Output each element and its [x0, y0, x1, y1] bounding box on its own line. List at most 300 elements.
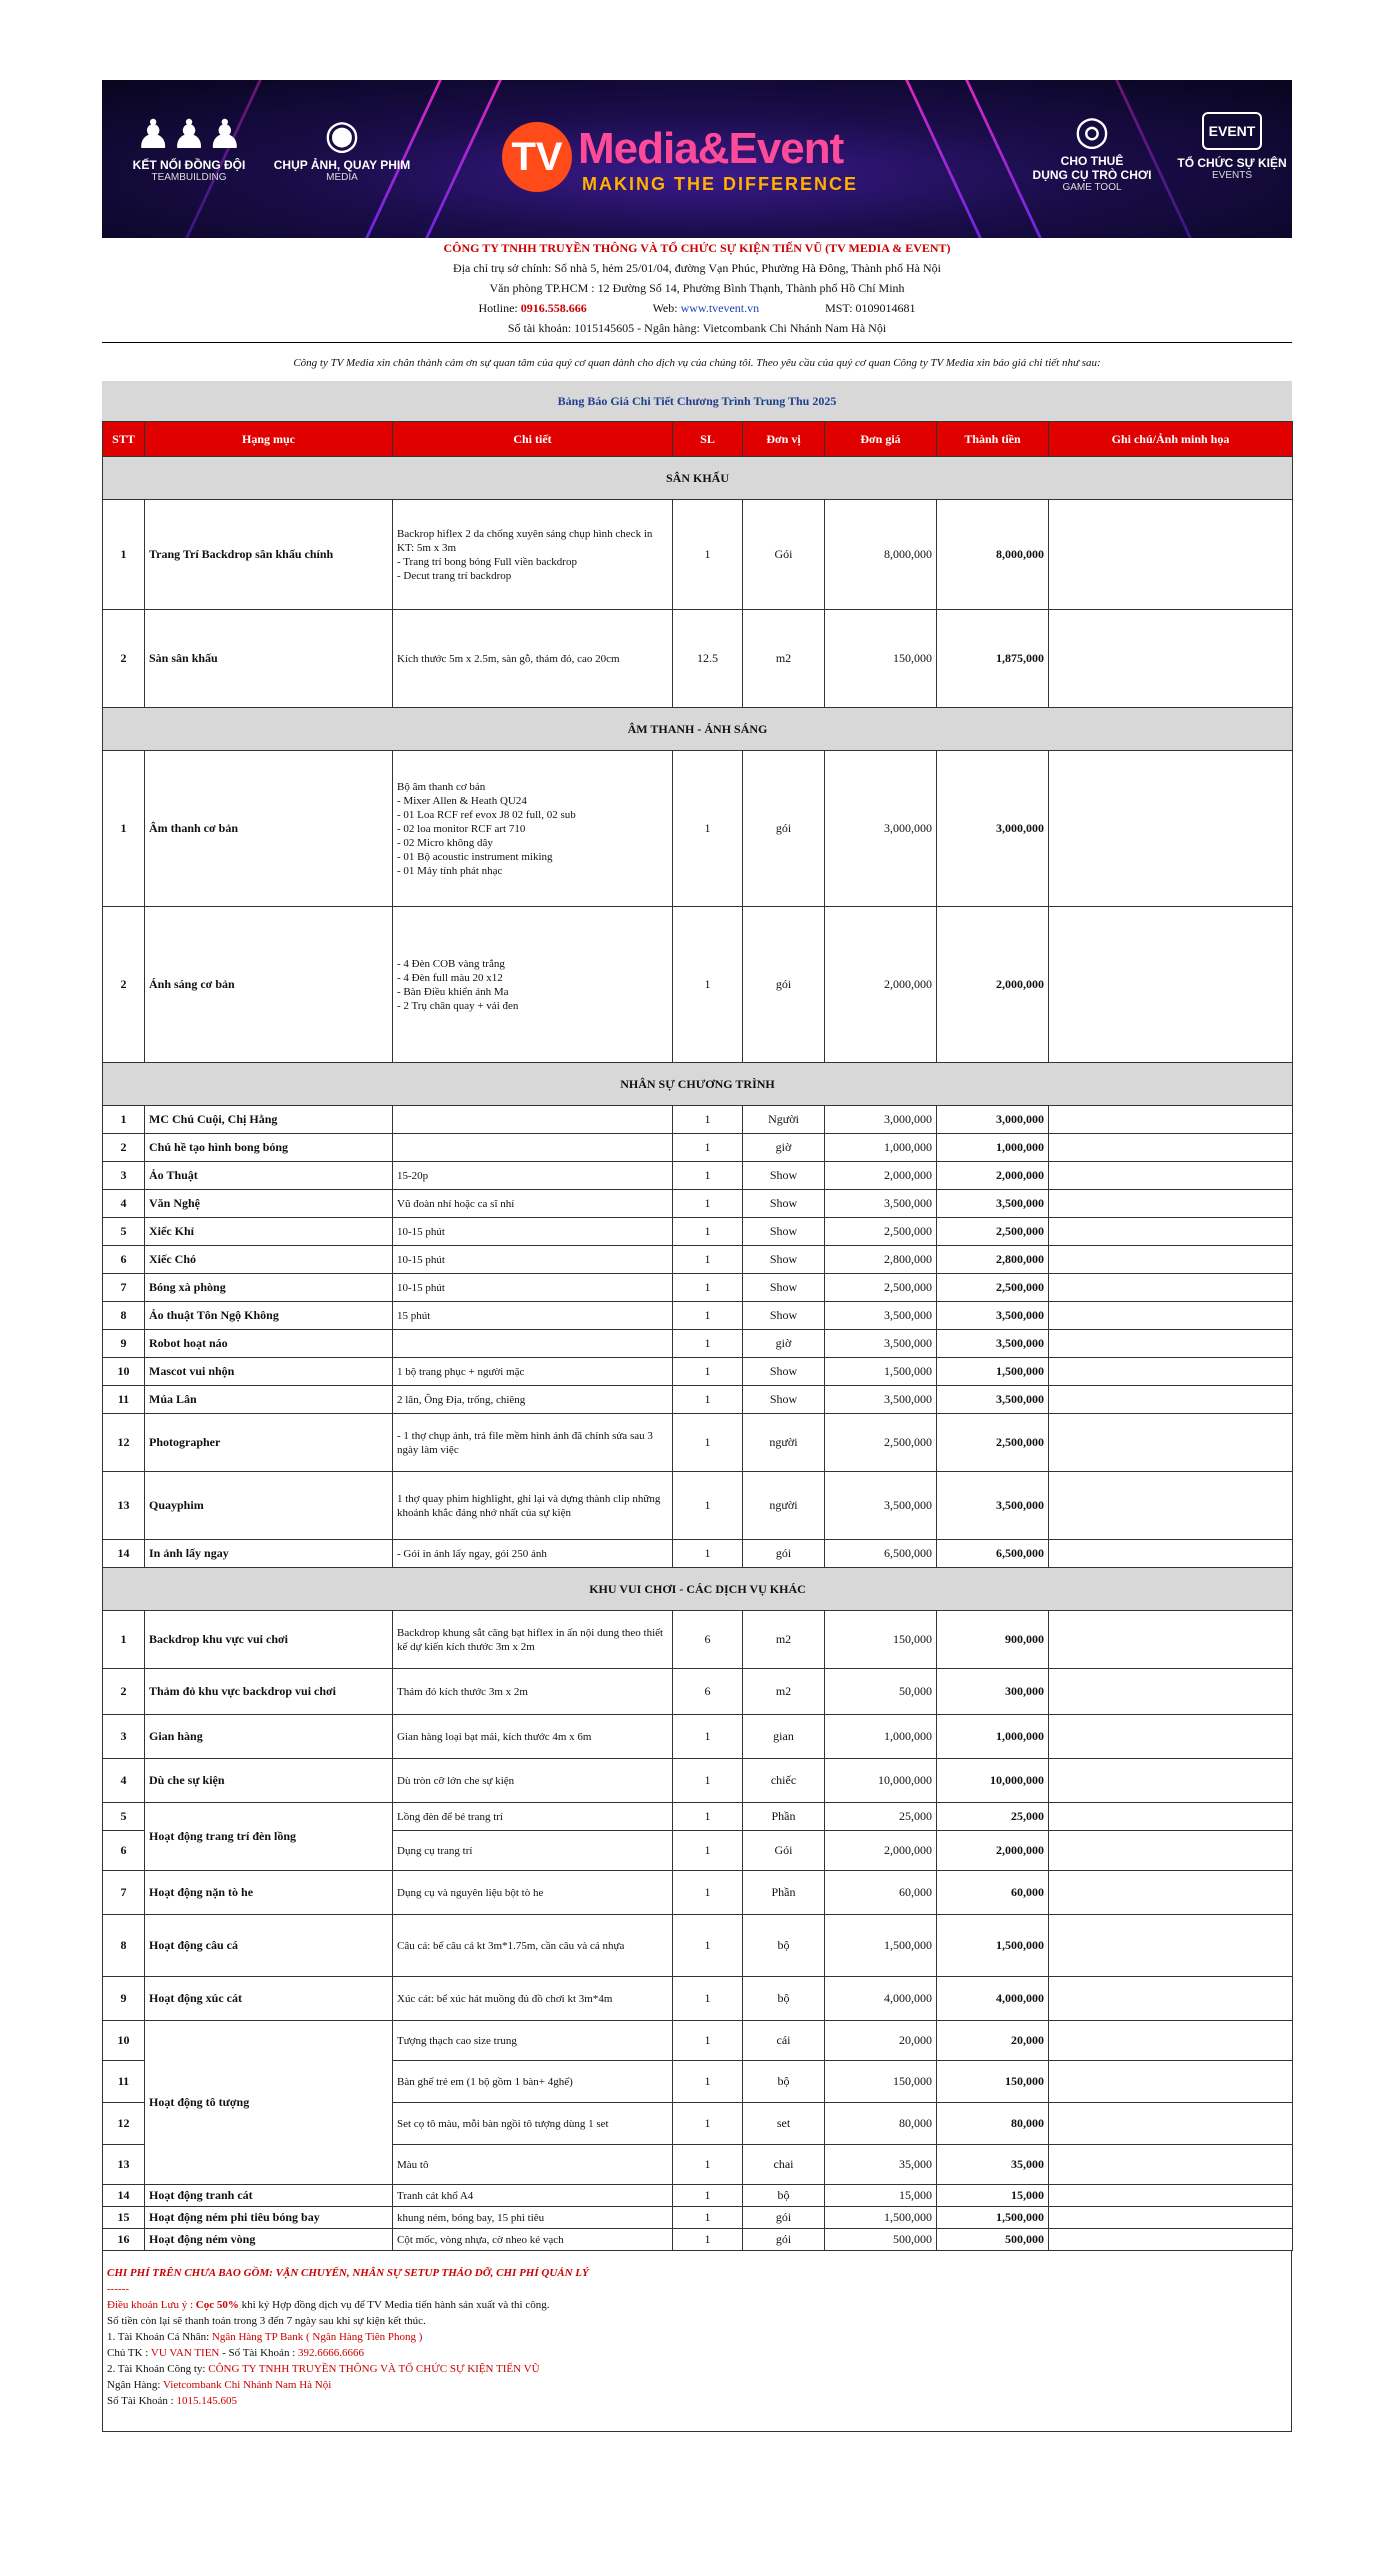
- table-row: [103, 1414, 1293, 1472]
- table-header-row: [103, 422, 1293, 457]
- row-detail: [393, 1134, 673, 1162]
- row-item: Văn Nghệ: [145, 1190, 393, 1218]
- header-banner: [102, 80, 1292, 238]
- row-total: 150,000: [937, 2061, 1049, 2103]
- row-price: 2,500,000: [825, 1218, 937, 1246]
- row-detail: Xúc cát: bể xúc hát muồng đủ đồ chơi kt 3m*4m: [393, 1977, 673, 2021]
- section-title: KHU VUI CHƠI - CÁC DỊCH VỤ KHÁC: [103, 1568, 1293, 1611]
- row-qty: 1: [673, 1915, 743, 1977]
- row-item: Xiếc Chó: [145, 1246, 393, 1274]
- row-note: [1049, 2145, 1293, 2185]
- table-row: [103, 1759, 1293, 1803]
- row-unit: Show: [743, 1274, 825, 1302]
- row-unit: Show: [743, 1218, 825, 1246]
- row-detail: Dụng cụ trang trí: [393, 1831, 673, 1871]
- table-row: [103, 751, 1293, 907]
- row-price: 3,000,000: [825, 751, 937, 907]
- row-stt: 14: [103, 1540, 145, 1568]
- table-row: [103, 2185, 1293, 2207]
- row-item: Trang Trí Backdrop sân khấu chính: [145, 500, 393, 610]
- row-unit: Show: [743, 1162, 825, 1190]
- section-title: ÂM THANH - ÁNH SÁNG: [103, 708, 1293, 751]
- row-price: 2,500,000: [825, 1274, 937, 1302]
- row-detail: 15 phút: [393, 1302, 673, 1330]
- row-note: [1049, 1831, 1293, 1871]
- table-row: [103, 1472, 1293, 1540]
- row-note: [1049, 2229, 1293, 2251]
- row-stt: 2: [103, 1134, 145, 1162]
- contact-line: Hotline: 0916.558.666 Web: www.tvevent.vn MST: 0109014681: [478, 301, 916, 315]
- website-link[interactable]: www.tvevent.vn: [680, 301, 760, 315]
- exclusion-note: CHI PHÍ TRÊN CHƯA BAO GỒM: VẬN CHUYỂN, NHÂN SỰ SETUP THÁO DỠ, CHI PHÍ QUẢN LÝ: [107, 2267, 589, 2279]
- row-stt: 3: [103, 1715, 145, 1759]
- row-detail: Màu tô: [393, 2145, 673, 2185]
- table-row: [103, 1803, 1293, 1831]
- row-total: 900,000: [937, 1611, 1049, 1669]
- row-total: 15,000: [937, 2185, 1049, 2207]
- table-row: [103, 1106, 1293, 1134]
- row-price: 150,000: [825, 1611, 937, 1669]
- row-note: [1049, 907, 1293, 1063]
- deposit-term: Điều khoản Lưu ý : Cọc 50% khi ký Hợp đồng dịch vụ để TV Media tiến hành sản xuất và thi công.: [107, 2299, 550, 2311]
- row-qty: 1: [673, 1358, 743, 1386]
- row-total: 3,500,000: [937, 1190, 1049, 1218]
- row-stt: 1: [103, 751, 145, 907]
- section-row: [103, 1568, 1293, 1611]
- hotline-link[interactable]: 0916.558.666: [520, 301, 587, 315]
- table-row: [103, 1386, 1293, 1414]
- hq-address: Địa chỉ trụ sở chính: Số nhà 5, hẻm 25/01/04, đường Vạn Phúc, Phường Hà Đông, Thành phố Hà Nội: [453, 261, 941, 275]
- row-detail: Dụng cụ và nguyên liệu bột tò he: [393, 1871, 673, 1915]
- row-stt: 7: [103, 1871, 145, 1915]
- row-qty: 1: [673, 1831, 743, 1871]
- row-unit: giờ: [743, 1330, 825, 1358]
- table-row: [103, 1134, 1293, 1162]
- row-price: 15,000: [825, 2185, 937, 2207]
- row-stt: 2: [103, 610, 145, 708]
- row-qty: 1: [673, 2145, 743, 2185]
- row-stt: 1: [103, 500, 145, 610]
- row-note: [1049, 500, 1293, 610]
- row-unit: set: [743, 2103, 825, 2145]
- row-note: [1049, 1915, 1293, 1977]
- row-total: 3,500,000: [937, 1386, 1049, 1414]
- company-account-number: Số Tài Khoản : 1015.145.605: [107, 2395, 237, 2407]
- row-note: [1049, 1871, 1293, 1915]
- row-detail: 1 bộ trang phục + người mặc: [393, 1358, 673, 1386]
- row-item: Hoạt động nặn tò he: [145, 1871, 393, 1915]
- col-qty: SL: [673, 422, 743, 457]
- row-price: 3,500,000: [825, 1330, 937, 1358]
- event-icon: EVENT: [1202, 112, 1262, 150]
- intro-text: Công ty TV Media xin chân thành cảm ơn sự quan tâm của quý cơ quan dành cho dịch vụ của chúng tôi. Theo yêu cầu của quý cơ quan Công ty TV Media xin báo giá chi tiết như sau:: [293, 357, 1101, 369]
- media-badge: ◉ CHỤP ẢNH, QUAY PHIM MEDIA: [267, 112, 417, 183]
- row-total: 6,500,000: [937, 1540, 1049, 1568]
- row-total: 300,000: [937, 1669, 1049, 1715]
- quotation-page: [102, 80, 1292, 2432]
- row-qty: 1: [673, 1246, 743, 1274]
- row-note: [1049, 1540, 1293, 1568]
- row-detail: Gian hàng loại bạt mái, kích thước 4m x 6m: [393, 1715, 673, 1759]
- col-price: Đơn giá: [825, 422, 937, 457]
- row-note: [1049, 751, 1293, 907]
- row-stt: 10: [103, 1358, 145, 1386]
- row-item: In ảnh lấy ngay: [145, 1540, 393, 1568]
- terms-notes: CHI PHÍ TRÊN CHƯA BAO GỒM: VẬN CHUYỂN, NHÂN SỰ SETUP THÁO DỠ, CHI PHÍ QUẢN LÝ ------ Điều khoản Lưu ý : Cọc 50% khi ký Hợp đồng dịch vụ để TV Media tiến hành sản xuất và thi công. Số tiền còn lại sẽ thanh toán trong 3 đến 7 ngày sau khi sự kiện kết thúc. 1. Tài Khoản Cá Nhân: Ngân Hàng TP Bank ( Ngân Hàng Tiên Phong ) Chủ TK : VU VAN TIEN - Số Tài Khoản : 392.6666.6666 2. Tài Khoản Công ty: CÔNG TY TNHH TRUYỀN THÔNG VÀ TỔ CHỨC SỰ KIỆN TIẾN VŨ Ngân Hàng: Vietcombank Chi Nhánh Nam Hà Nội Số Tài Khoản : 1015.145.605: [102, 2251, 1292, 2432]
- row-unit: giờ: [743, 1134, 825, 1162]
- table-row: [103, 1611, 1293, 1669]
- media-event-logo: TV Media&Event MAKING THE DIFFERENCE: [502, 122, 922, 202]
- row-note: [1049, 610, 1293, 708]
- company-bank: Ngân Hàng: Vietcombank Chi Nhánh Nam Hà Nội: [107, 2379, 332, 2391]
- row-unit: m2: [743, 1669, 825, 1715]
- row-qty: 1: [673, 1715, 743, 1759]
- row-detail: - 1 thợ chụp ảnh, trả file mềm hình ảnh đã chỉnh sửa sau 3 ngày làm việc: [393, 1414, 673, 1472]
- row-price: 1,500,000: [825, 1358, 937, 1386]
- row-unit: bộ: [743, 2185, 825, 2207]
- row-detail: khung ném, bóng bay, 15 phi tiêu: [393, 2207, 673, 2229]
- row-detail: Cột mốc, vòng nhựa, cờ nheo kẻ vạch: [393, 2229, 673, 2251]
- row-total: 3,000,000: [937, 751, 1049, 907]
- row-note: [1049, 1715, 1293, 1759]
- row-note: [1049, 1218, 1293, 1246]
- row-qty: 1: [673, 1162, 743, 1190]
- row-stt: 1: [103, 1106, 145, 1134]
- row-stt: 9: [103, 1977, 145, 2021]
- row-total: 1,000,000: [937, 1134, 1049, 1162]
- row-detail: [393, 1106, 673, 1134]
- row-stt: 9: [103, 1330, 145, 1358]
- row-price: 3,500,000: [825, 1302, 937, 1330]
- row-item: Xiếc Khỉ: [145, 1218, 393, 1246]
- row-total: 35,000: [937, 2145, 1049, 2185]
- row-item: Ảo Thuật: [145, 1162, 393, 1190]
- table-row: [103, 1915, 1293, 1977]
- col-total: Thành tiền: [937, 422, 1049, 457]
- row-unit: gian: [743, 1715, 825, 1759]
- row-detail: Thảm đỏ kích thước 3m x 2m: [393, 1669, 673, 1715]
- row-qty: 1: [673, 1472, 743, 1540]
- row-unit: Phần: [743, 1871, 825, 1915]
- row-total: 1,500,000: [937, 1358, 1049, 1386]
- row-price: 6,500,000: [825, 1540, 937, 1568]
- row-total: 1,500,000: [937, 1915, 1049, 1977]
- row-total: 4,000,000: [937, 1977, 1049, 2021]
- row-item: Hoạt động tô tượng: [145, 2021, 393, 2185]
- row-qty: 1: [673, 2061, 743, 2103]
- row-qty: 1: [673, 1540, 743, 1568]
- col-stt: STT: [103, 422, 145, 457]
- row-note: [1049, 1162, 1293, 1190]
- row-qty: 1: [673, 1414, 743, 1472]
- row-item: Bóng xà phòng: [145, 1274, 393, 1302]
- row-note: [1049, 1274, 1293, 1302]
- row-note: [1049, 1759, 1293, 1803]
- section-row: [103, 1063, 1293, 1106]
- row-detail: Vũ đoàn nhí hoặc ca sĩ nhí: [393, 1190, 673, 1218]
- row-note: [1049, 1246, 1293, 1274]
- table-row: [103, 1871, 1293, 1915]
- personal-account-owner: Chủ TK : VU VAN TIEN - Số Tài Khoản : 392.6666.6666: [107, 2347, 364, 2359]
- row-note: [1049, 1302, 1293, 1330]
- row-unit: bộ: [743, 1977, 825, 2021]
- row-note: [1049, 2061, 1293, 2103]
- company-info: [102, 238, 1292, 338]
- row-note: [1049, 2207, 1293, 2229]
- row-note: [1049, 1134, 1293, 1162]
- row-stt: 8: [103, 1302, 145, 1330]
- row-note: [1049, 2103, 1293, 2145]
- row-price: 3,500,000: [825, 1386, 937, 1414]
- row-note: [1049, 1386, 1293, 1414]
- row-note: [1049, 1803, 1293, 1831]
- row-unit: bộ: [743, 2061, 825, 2103]
- table-row: [103, 1330, 1293, 1358]
- row-stt: 10: [103, 2021, 145, 2061]
- row-total: 2,500,000: [937, 1274, 1049, 1302]
- table-row: [103, 1302, 1293, 1330]
- col-detail: Chi tiết: [393, 422, 673, 457]
- row-unit: m2: [743, 1611, 825, 1669]
- row-total: 2,000,000: [937, 1831, 1049, 1871]
- row-qty: 6: [673, 1611, 743, 1669]
- row-unit: người: [743, 1414, 825, 1472]
- row-detail: Tượng thạch cao size trung: [393, 2021, 673, 2061]
- row-price: 2,500,000: [825, 1414, 937, 1472]
- col-note: Ghi chú/Ảnh minh họa: [1049, 422, 1293, 457]
- row-unit: cái: [743, 2021, 825, 2061]
- row-price: 3,500,000: [825, 1190, 937, 1218]
- row-detail: 10-15 phút: [393, 1274, 673, 1302]
- row-detail: Câu cá: bể câu cá kt 3m*1.75m, cần câu và cá nhựa: [393, 1915, 673, 1977]
- row-price: 8,000,000: [825, 500, 937, 610]
- row-unit: bộ: [743, 1915, 825, 1977]
- row-qty: 1: [673, 1759, 743, 1803]
- company-account: 2. Tài Khoản Công ty: CÔNG TY TNHH TRUYỀN THÔNG VÀ TỔ CHỨC SỰ KIỆN TIẾN VŨ: [107, 2363, 540, 2375]
- table-title: Bảng Báo Giá Chi Tiết Chương Trình Trung Thu 2025: [102, 381, 1292, 421]
- row-price: 1,000,000: [825, 1134, 937, 1162]
- row-qty: 1: [673, 1302, 743, 1330]
- row-item: Mascot vui nhộn: [145, 1358, 393, 1386]
- row-stt: 2: [103, 1669, 145, 1715]
- row-item: Hoạt động tranh cát: [145, 2185, 393, 2207]
- row-item: Hoạt động ném vòng: [145, 2229, 393, 2251]
- row-note: [1049, 1106, 1293, 1134]
- row-total: 60,000: [937, 1871, 1049, 1915]
- table-row: [103, 1190, 1293, 1218]
- row-total: 2,800,000: [937, 1246, 1049, 1274]
- row-qty: 12.5: [673, 610, 743, 708]
- row-qty: 1: [673, 1977, 743, 2021]
- target-icon: ◎: [1074, 109, 1110, 153]
- row-price: 500,000: [825, 2229, 937, 2251]
- hcm-address: Văn phòng TP.HCM : 12 Đường Số 14, Phường Bình Thạnh, Thành phố Hồ Chí Minh: [489, 281, 905, 295]
- row-detail: 15-20p: [393, 1162, 673, 1190]
- row-item: Chú hề tạo hình bong bóng: [145, 1134, 393, 1162]
- row-stt: 6: [103, 1246, 145, 1274]
- row-total: 3,500,000: [937, 1472, 1049, 1540]
- row-unit: Show: [743, 1246, 825, 1274]
- row-qty: 1: [673, 1274, 743, 1302]
- row-stt: 1: [103, 1611, 145, 1669]
- row-item: Hoạt động câu cá: [145, 1915, 393, 1977]
- row-stt: 4: [103, 1190, 145, 1218]
- row-unit: gói: [743, 1540, 825, 1568]
- row-unit: Show: [743, 1302, 825, 1330]
- row-item: Âm thanh cơ bản: [145, 751, 393, 907]
- row-price: 20,000: [825, 2021, 937, 2061]
- row-detail: - 4 Đèn COB vàng trắng - 4 Đèn full màu 20 x12 - Bàn Điều khiển ánh Ma - 2 Trụ chân quay + vải đen: [393, 907, 673, 1063]
- row-note: [1049, 1414, 1293, 1472]
- row-stt: 16: [103, 2229, 145, 2251]
- section-row: [103, 457, 1293, 500]
- row-note: [1049, 1358, 1293, 1386]
- row-stt: 13: [103, 2145, 145, 2185]
- row-total: 8,000,000: [937, 500, 1049, 610]
- row-qty: 1: [673, 751, 743, 907]
- row-item: Hoạt động xúc cát: [145, 1977, 393, 2021]
- row-price: 1,500,000: [825, 1915, 937, 1977]
- table-row: [103, 2021, 1293, 2061]
- row-detail: Tranh cát khổ A4: [393, 2185, 673, 2207]
- row-total: 10,000,000: [937, 1759, 1049, 1803]
- row-stt: 13: [103, 1472, 145, 1540]
- row-price: 1,000,000: [825, 1715, 937, 1759]
- row-qty: 1: [673, 500, 743, 610]
- table-row: [103, 1218, 1293, 1246]
- row-item: Ánh sáng cơ bản: [145, 907, 393, 1063]
- table-row: [103, 1246, 1293, 1274]
- row-detail: 2 lân, Ông Địa, trống, chiêng: [393, 1386, 673, 1414]
- row-qty: 1: [673, 1218, 743, 1246]
- row-total: 3,000,000: [937, 1106, 1049, 1134]
- row-detail: 1 thợ quay phim highlight, ghi lại và dựng thành clip những khoảnh khắc đáng nhớ nhất của sự kiện: [393, 1472, 673, 1540]
- row-unit: Phần: [743, 1803, 825, 1831]
- row-stt: 11: [103, 2061, 145, 2103]
- row-total: 2,500,000: [937, 1218, 1049, 1246]
- row-total: 1,000,000: [937, 1715, 1049, 1759]
- row-item: MC Chú Cuội, Chị Hằng: [145, 1106, 393, 1134]
- row-qty: 1: [673, 2103, 743, 2145]
- row-price: 60,000: [825, 1871, 937, 1915]
- quotation-table: [102, 421, 1293, 2251]
- personal-account: 1. Tài Khoản Cá Nhân: Ngân Hàng TP Bank ( Ngân Hàng Tiên Phong ): [107, 2331, 423, 2343]
- bank-line: Số tài khoản: 1015145605 - Ngân hàng: Vietcombank Chi Nhánh Nam Hà Nội: [507, 321, 887, 335]
- row-detail: 10-15 phút: [393, 1218, 673, 1246]
- row-detail: Lồng đèn để bé trang trí: [393, 1803, 673, 1831]
- row-note: [1049, 1977, 1293, 2021]
- row-total: 20,000: [937, 2021, 1049, 2061]
- row-price: 50,000: [825, 1669, 937, 1715]
- row-qty: 1: [673, 1190, 743, 1218]
- company-name: CÔNG TY TNHH TRUYỀN THÔNG VÀ TỔ CHỨC SỰ KIỆN TIẾN VŨ (TV MEDIA & EVENT): [443, 241, 951, 255]
- row-unit: gói: [743, 2229, 825, 2251]
- row-qty: 6: [673, 1669, 743, 1715]
- row-note: [1049, 1190, 1293, 1218]
- row-detail: - Gói in ảnh lấy ngay, gói 250 ảnh: [393, 1540, 673, 1568]
- events-badge: EVENT TỔ CHỨC SỰ KIỆN EVENTS: [1177, 112, 1287, 181]
- row-detail: [393, 1330, 673, 1358]
- row-qty: 1: [673, 1330, 743, 1358]
- table-row: [103, 1669, 1293, 1715]
- row-note: [1049, 1330, 1293, 1358]
- row-item: Hoạt động trang trí đèn lồng: [145, 1803, 393, 1871]
- row-qty: 1: [673, 907, 743, 1063]
- table-row: [103, 1540, 1293, 1568]
- table-row: [103, 907, 1293, 1063]
- row-stt: 4: [103, 1759, 145, 1803]
- row-unit: gói: [743, 907, 825, 1063]
- table-row: [103, 1977, 1293, 2021]
- row-stt: 12: [103, 2103, 145, 2145]
- section-row: [103, 708, 1293, 751]
- row-unit: Gói: [743, 1831, 825, 1871]
- table-row: [103, 500, 1293, 610]
- row-price: 10,000,000: [825, 1759, 937, 1803]
- table-row: [103, 1162, 1293, 1190]
- row-item: Gian hàng: [145, 1715, 393, 1759]
- col-unit: Đơn vị: [743, 422, 825, 457]
- row-note: [1049, 1472, 1293, 1540]
- row-qty: 1: [673, 2207, 743, 2229]
- row-price: 3,000,000: [825, 1106, 937, 1134]
- row-price: 150,000: [825, 610, 937, 708]
- row-stt: 12: [103, 1414, 145, 1472]
- row-note: [1049, 1611, 1293, 1669]
- row-detail: Backrop hiflex 2 da chống xuyên sáng chụp hình check in KT: 5m x 3m - Trang trí bong bóng Full viền backdrop - Decut trang trí backdrop: [393, 500, 673, 610]
- row-stt: 6: [103, 1831, 145, 1871]
- table-row: [103, 610, 1293, 708]
- row-item: Múa Lân: [145, 1386, 393, 1414]
- teambuilding-badge: ♟♟♟ KẾT NỐI ĐỒNG ĐỘI TEAMBUILDING: [124, 112, 254, 183]
- row-item: Ảo thuật Tôn Ngộ Không: [145, 1302, 393, 1330]
- row-total: 500,000: [937, 2229, 1049, 2251]
- row-qty: 1: [673, 1386, 743, 1414]
- row-note: [1049, 2021, 1293, 2061]
- row-price: 2,000,000: [825, 1831, 937, 1871]
- row-item: Sàn sân khấu: [145, 610, 393, 708]
- row-qty: 1: [673, 1803, 743, 1831]
- row-unit: gói: [743, 2207, 825, 2229]
- row-detail: Bộ âm thanh cơ bản - Mixer Allen & Heath QU24 - 01 Loa RCF ref evox J8 02 full, 02 sub - 02 loa monitor RCF art 710 - 02 Micro không dây - 01 Bộ acoustic instrument miking - 01 Máy tính phát nhạc: [393, 751, 673, 907]
- row-detail: Set cọ tô màu, mỗi bàn ngồi tô tượng dùng 1 set: [393, 2103, 673, 2145]
- row-unit: chiếc: [743, 1759, 825, 1803]
- row-unit: người: [743, 1472, 825, 1540]
- table-row: [103, 1358, 1293, 1386]
- row-price: 150,000: [825, 2061, 937, 2103]
- row-item: Backdrop khu vực vui chơi: [145, 1611, 393, 1669]
- row-stt: 11: [103, 1386, 145, 1414]
- row-price: 4,000,000: [825, 1977, 937, 2021]
- row-total: 3,500,000: [937, 1330, 1049, 1358]
- row-qty: 1: [673, 1106, 743, 1134]
- balance-term: Số tiền còn lại sẽ thanh toán trong 3 đến 7 ngày sau khi sự kiện kết thúc.: [107, 2315, 426, 2327]
- row-stt: 5: [103, 1803, 145, 1831]
- row-stt: 14: [103, 2185, 145, 2207]
- row-price: 3,500,000: [825, 1472, 937, 1540]
- row-price: 1,500,000: [825, 2207, 937, 2229]
- row-total: 2,500,000: [937, 1414, 1049, 1472]
- row-stt: 5: [103, 1218, 145, 1246]
- table-row: [103, 2229, 1293, 2251]
- camera-icon: ◉: [324, 113, 360, 157]
- row-note: [1049, 1669, 1293, 1715]
- row-stt: 15: [103, 2207, 145, 2229]
- table-row: [103, 1274, 1293, 1302]
- table-row: [103, 2207, 1293, 2229]
- row-item: Robot hoạt náo: [145, 1330, 393, 1358]
- row-stt: 7: [103, 1274, 145, 1302]
